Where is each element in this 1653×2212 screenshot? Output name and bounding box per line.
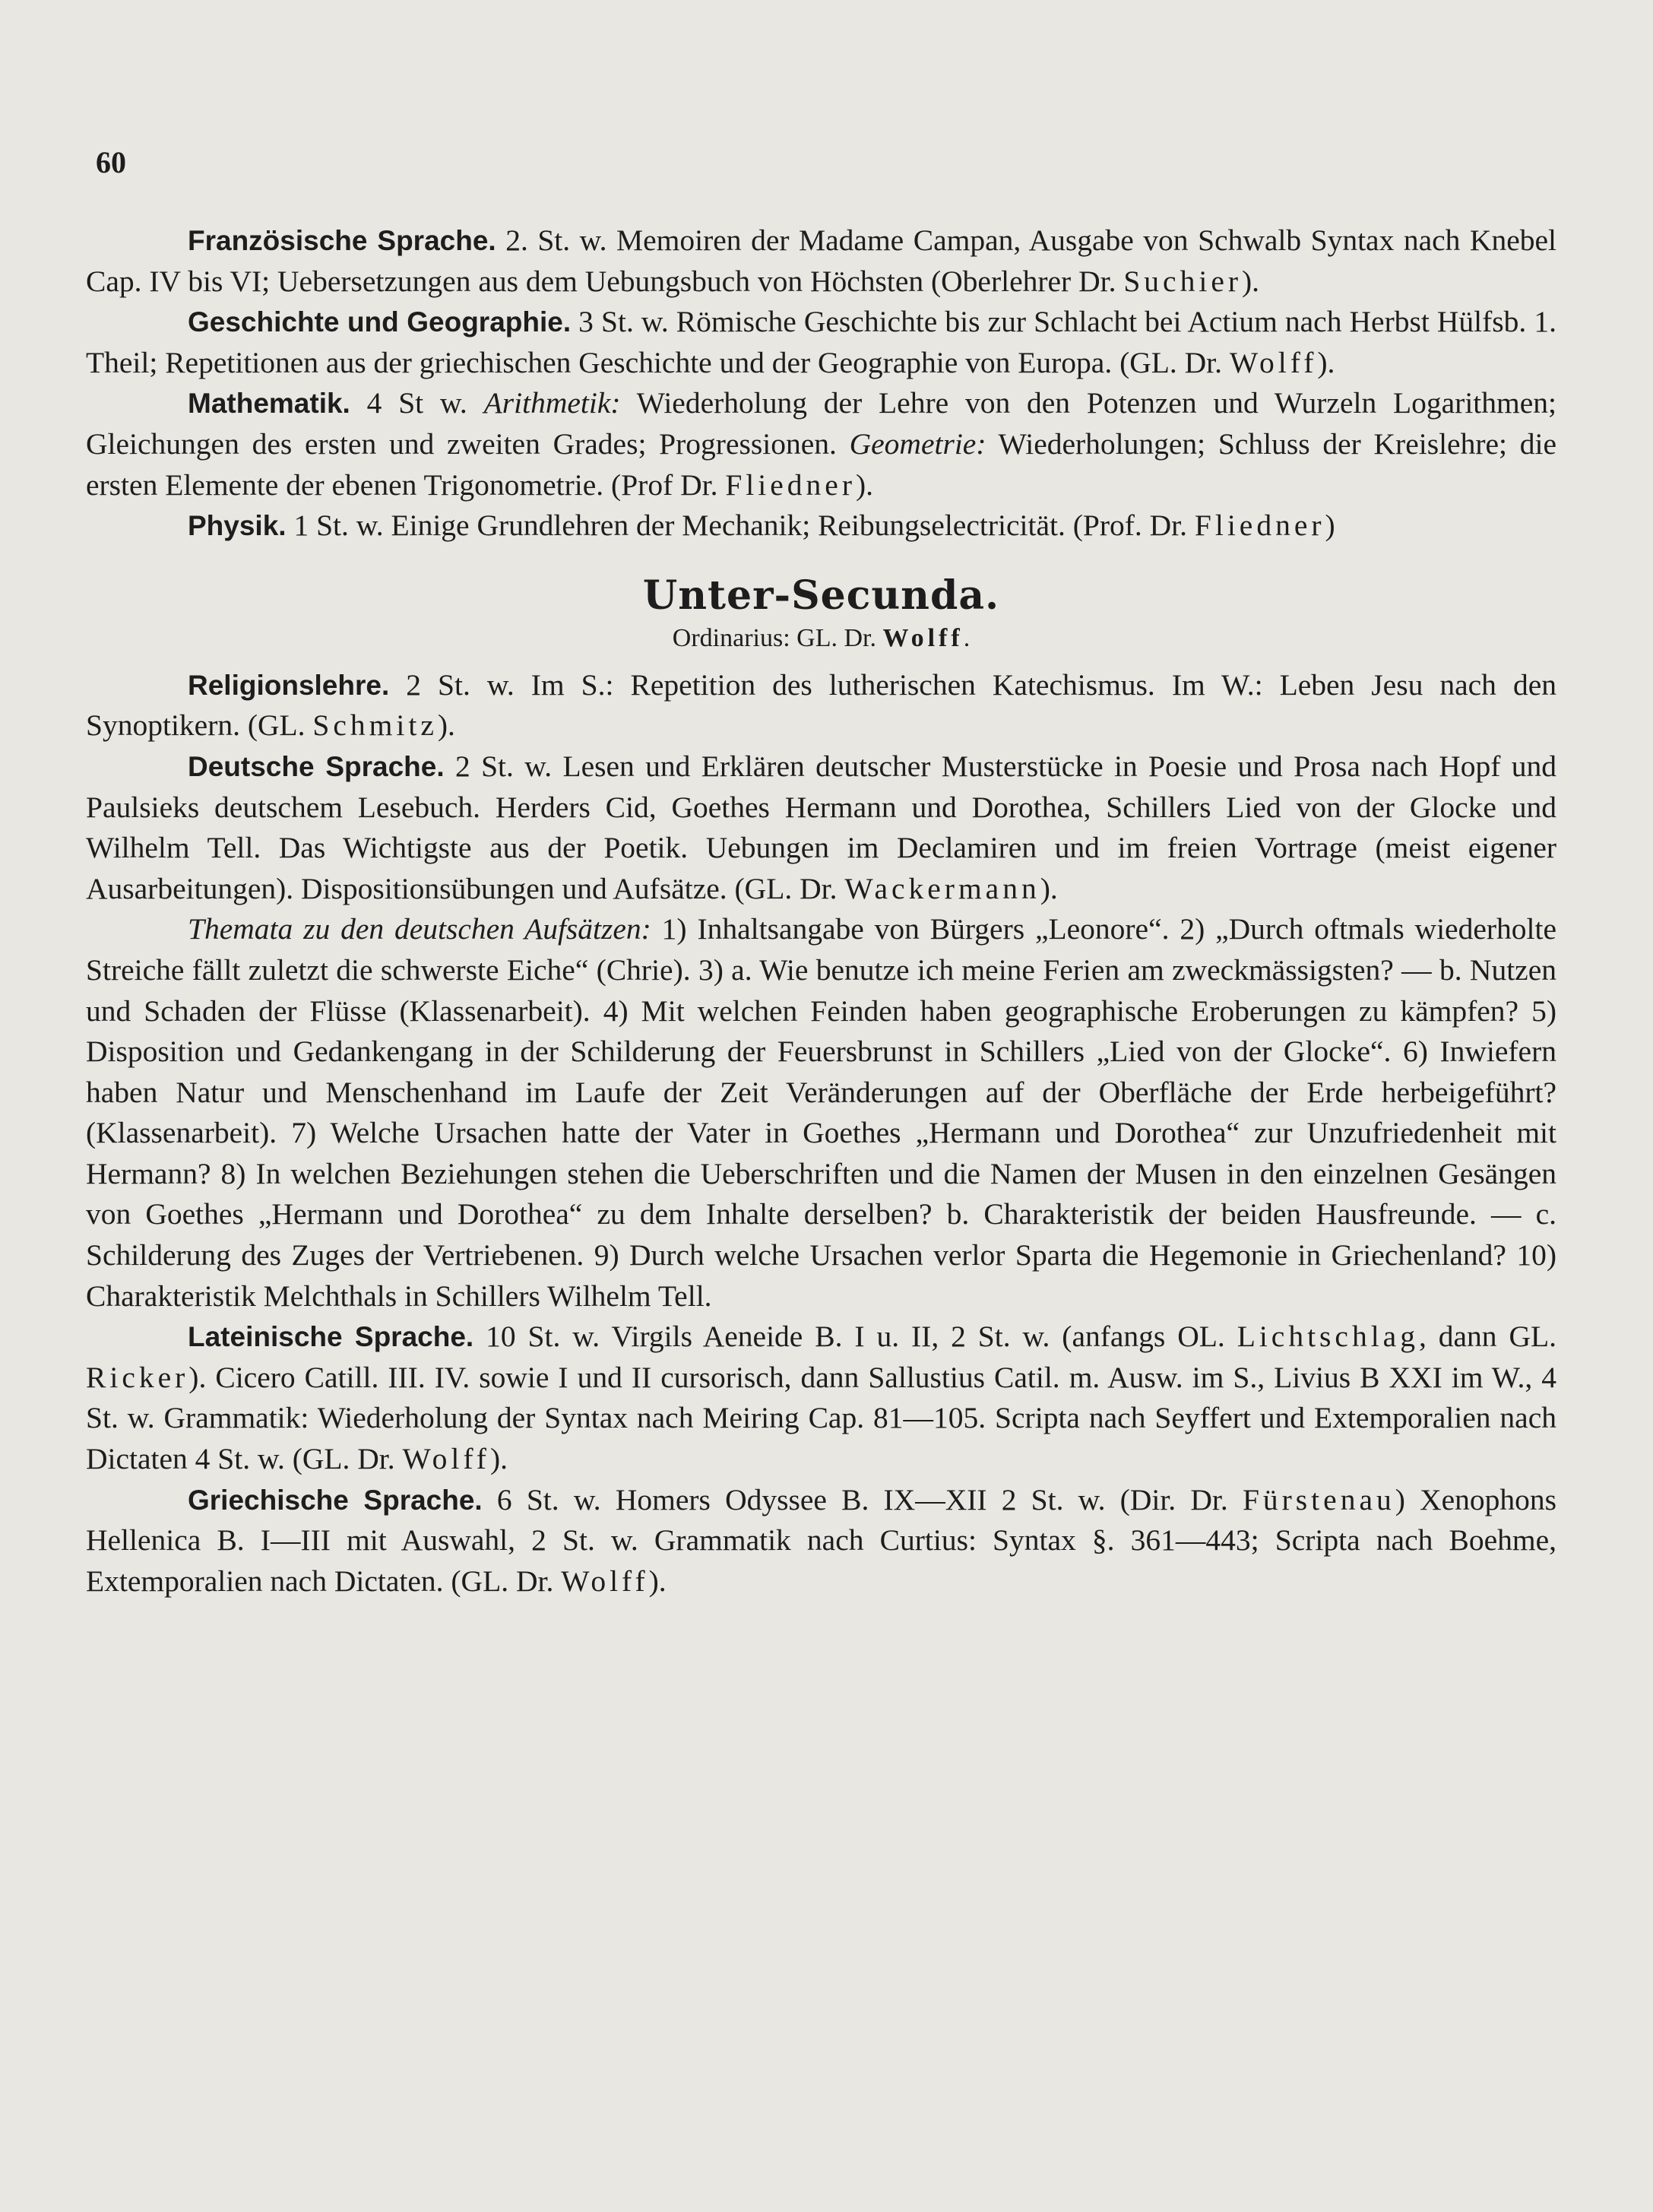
subject-heading: Lateinische Sprache. [188,1321,474,1353]
teacher-name: Lichtschlag [1237,1320,1419,1354]
text-column [86,220,1556,1602]
ordinarius-line: Ordinarius: GL. Dr. Wolff. [672,623,971,652]
teacher-name: Wackermann [844,871,1040,905]
paragraph-themata: Themata zu den deutschen Aufsätzen: 1) Inhaltsangabe von Bürgers „Leonore“. 2) „Durch oftmals wiederholte Streiche fällt zuletzt die schwerste Eiche“ (Chrie). 3) a. Wie benutze ich meine Ferien am zweckmässigsten? — b. Nutzen und Schaden der Flüsse (Klassenarbeit). 4) Mit welchen Feinden haben geographische Eroberungen zu kämpfen? 5) Disposition und Gedankengang in der Schilderung der Feuersbrunst in Schillers „Lied von der Glocke“. 6) Inwiefern haben Natur und Menschenhand im Laufe der Zeit Veränderungen auf der Oberfläche der Erde herbeigeführt? (Klassenarbeit). 7) Welche Ursachen hatte der Vater in Goethes „Hermann und Dorothea“ zur Unzufriedenheit mit Hermann? 8) In welchen Beziehungen stehen die Ueberschriften und die Namen der Musen in den einzelnen Gesängen von Goethes „Hermann und Dorothea“ zu dem Inhalte derselben? b. Charakteristik der beiden Hausfreunde. — c. Schilderung des Zuges der Vertriebenen. 9) Durch welche Ursachen verlor Sparta die Hegemonie in Griechenland? 10) Charakteristik Melchthals in Schillers Wilhelm Tell. [86,912,1557,1313]
teacher-name: Wolff [402,1442,490,1476]
teacher-name: Fliedner [725,467,856,502]
paragraph-religion: Religionslehre. 2 St. w. Im S.: Repetition des lutherischen Katechismus. Im W.: Leben Jesu nach den Synoptikern. (GL. Schmitz). [86,667,1556,743]
subject-heading: Physik. [188,510,287,542]
paragraph-physik: Physik. 1 St. w. Einige Grundlehren der Mechanik; Reibungselectricität. (Prof. Dr. Fliedner) [188,509,1335,543]
subject-heading: Deutsche Sprache. [188,750,445,782]
class-heading: Unter-Secunda. [642,572,1000,619]
subject-heading: Mathematik. [188,388,350,420]
paragraph-latein: Lateinische Sprache. 10 St. w. Virgils Aeneide B. I u. II, 2 St. w. (anfangs OL. Lichtschlag, dann GL. Ricker). Cicero Catill. III. IV. sowie I und II cursorisch, dann Sallustius Catil. m. Ausw. im S., Livius B XXI im W., 4 St. w. Grammatik: Wiederholung der Syntax nach Meiring Cap. 81—105. Scripta nach Seyffert und Extemporalien nach Dictaten 4 St. w. (GL. Dr. Wolff). [86,1320,1557,1476]
page-number: 60 [96,145,126,179]
teacher-name: Wolff [1229,345,1318,379]
topic-label: Arithmetik: [483,386,621,420]
paragraph-franzoesisch: Französische Sprache. 2. St. w. Memoiren der Madame Campan, Ausgabe von Schwalb Syntax nach Knebel Cap. IV bis VI; Uebersetzungen aus dem Uebungsbuch von Höchsten (Oberlehrer Dr. Suchier). [86,223,1556,298]
subject-heading: Geschichte und Geographie. [188,306,572,338]
subject-heading: Religionslehre. [188,669,390,701]
themata-label: Themata zu den deutschen Aufsätzen: [188,912,651,946]
paragraph-deutsch: Deutsche Sprache. 2 St. w. Lesen und Erklären deutscher Musterstücke in Poesie und Prosa nach Hopf und Paulsieks deutschem Lesebuch. Herders Cid, Goethes Hermann und Dorothea, Schillers Lied von der Glocke und Wilhelm Tell. Das Wichtigste aus der Poetik. Uebungen im Declamiren und im freien Vortrage (meist eigener Ausarbeitungen). Dispositionsübungen und Aufsätze. (GL. Dr. Wackermann). [86,749,1556,905]
teacher-name: Wolff [561,1564,649,1598]
subject-heading: Französische Sprache. [188,225,496,256]
teacher-name: Fliedner [1194,509,1325,543]
subject-heading: Griechische Sprache. [188,1484,483,1516]
teacher-name: Fürstenau [1242,1482,1395,1516]
paragraph-geschichte: Geschichte und Geographie. 3 St. w. Römische Geschichte bis zur Schlacht bei Actium nach Herbst Hülfsb. 1. Theil; Repetitionen aus der griechischen Geschichte und der Geographie von Europa. (GL. Dr. Wolff). [86,305,1556,379]
topic-label: Geometrie: [849,426,986,461]
paragraph-griechisch: Griechische Sprache. 6 St. w. Homers Odyssee B. IX—XII 2 St. w. (Dir. Dr. Fürstenau) Xenophons Hellenica B. I—III mit Auswahl, 2 St. w. Grammatik nach Curtius: Syntax §. 361—443; Scripta nach Boehme, Extemporalien nach Dictaten. (GL. Dr. Wolff). [86,1482,1557,1598]
paragraph-mathematik: Mathematik. 4 St w. Arithmetik: Wiederholung der Lehre von den Potenzen und Wurzeln Logarithmen; Gleichungen des ersten und zweiten Grades; Progressionen. Geometrie: Wiederholungen; Schluss der Kreislehre; die ersten Elemente der ebenen Trigonometrie. (Prof Dr. Fliedner). [86,386,1557,502]
teacher-name: Schmitz [312,708,438,743]
teacher-name: Wolff [882,623,964,652]
teacher-name: Suchier [1123,264,1243,298]
teacher-name: Ricker [86,1360,189,1394]
